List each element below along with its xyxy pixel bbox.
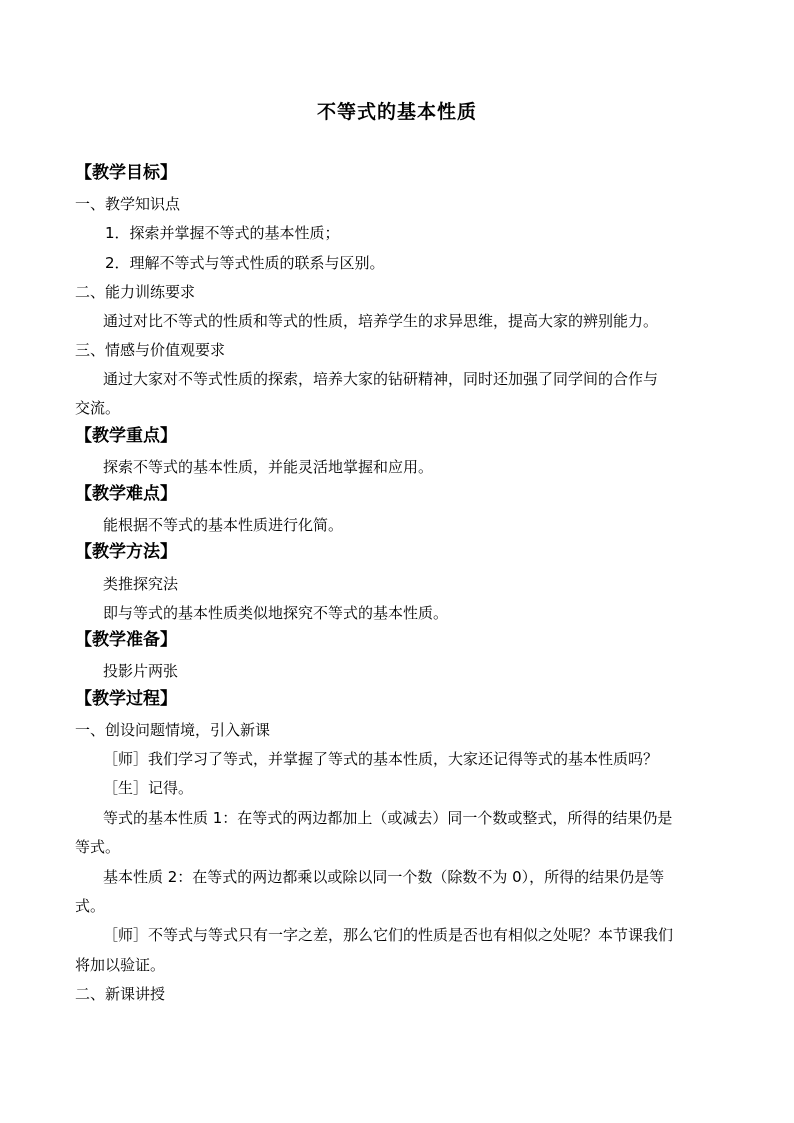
section-heading-objectives: 【教学目标】: [75, 163, 177, 183]
subsection-heading: 一、创设问题情境，引入新课: [75, 721, 271, 739]
paragraph-line: 通过大家对不等式性质的探索，培养大家的钻研精神，同时还加强了同学间的合作与: [103, 370, 659, 388]
paragraph-line: 探索不等式的基本性质，并能灵活地掌握和应用。: [103, 458, 434, 476]
paragraph-line: 即与等式的基本性质类似地探究不等式的基本性质。: [103, 604, 449, 622]
paragraph-line: 将加以验证。: [75, 956, 166, 974]
paragraph-line: 等式。: [75, 838, 121, 856]
subsection-heading: 二、新课讲授: [75, 985, 166, 1003]
section-heading-difficulties: 【教学难点】: [75, 484, 177, 504]
paragraph-line: 式。: [75, 897, 106, 915]
subsection-heading: 二、能力训练要求: [75, 283, 196, 301]
paragraph-line: 通过对比不等式的性质和等式的性质，培养学生的求异思维，提高大家的辨别能力。: [103, 312, 659, 330]
subsection-heading: 一、教学知识点: [75, 195, 181, 213]
list-item: 1．探索并掌握不等式的基本性质；: [105, 224, 340, 242]
paragraph-line: 类推探究法: [103, 575, 179, 593]
subsection-heading: 三、情感与价值观要求: [75, 341, 226, 359]
list-item: 2．理解不等式与等式性质的联系与区别。: [105, 254, 385, 272]
paragraph-line: 等式的基本性质 1：在等式的两边都加上（或减去）同一个数或整式，所得的结果仍是: [103, 809, 673, 827]
section-heading-key-points: 【教学重点】: [75, 426, 177, 446]
paragraph-line: 交流。: [75, 399, 121, 417]
dialogue-line: ［师］我们学习了等式，并掌握了等式的基本性质，大家还记得等式的基本性质吗？: [103, 750, 659, 768]
paragraph-line: 能根据不等式的基本性质进行化简。: [103, 516, 344, 534]
paragraph-line: 投影片两张: [103, 662, 179, 680]
dialogue-line: ［师］不等式与等式只有一字之差，那么它们的性质是否也有相似之处呢？本节课我们: [103, 926, 674, 944]
section-heading-process: 【教学过程】: [75, 689, 177, 709]
section-heading-preparation: 【教学准备】: [75, 630, 177, 650]
paragraph-line: 基本性质 2：在等式的两边都乘以或除以同一个数（除数不为 0），所得的结果仍是等: [103, 868, 665, 886]
dialogue-line: ［生］记得。: [103, 779, 194, 797]
document-title: 不等式的基本性质: [316, 101, 477, 123]
section-heading-methods: 【教学方法】: [75, 542, 177, 562]
